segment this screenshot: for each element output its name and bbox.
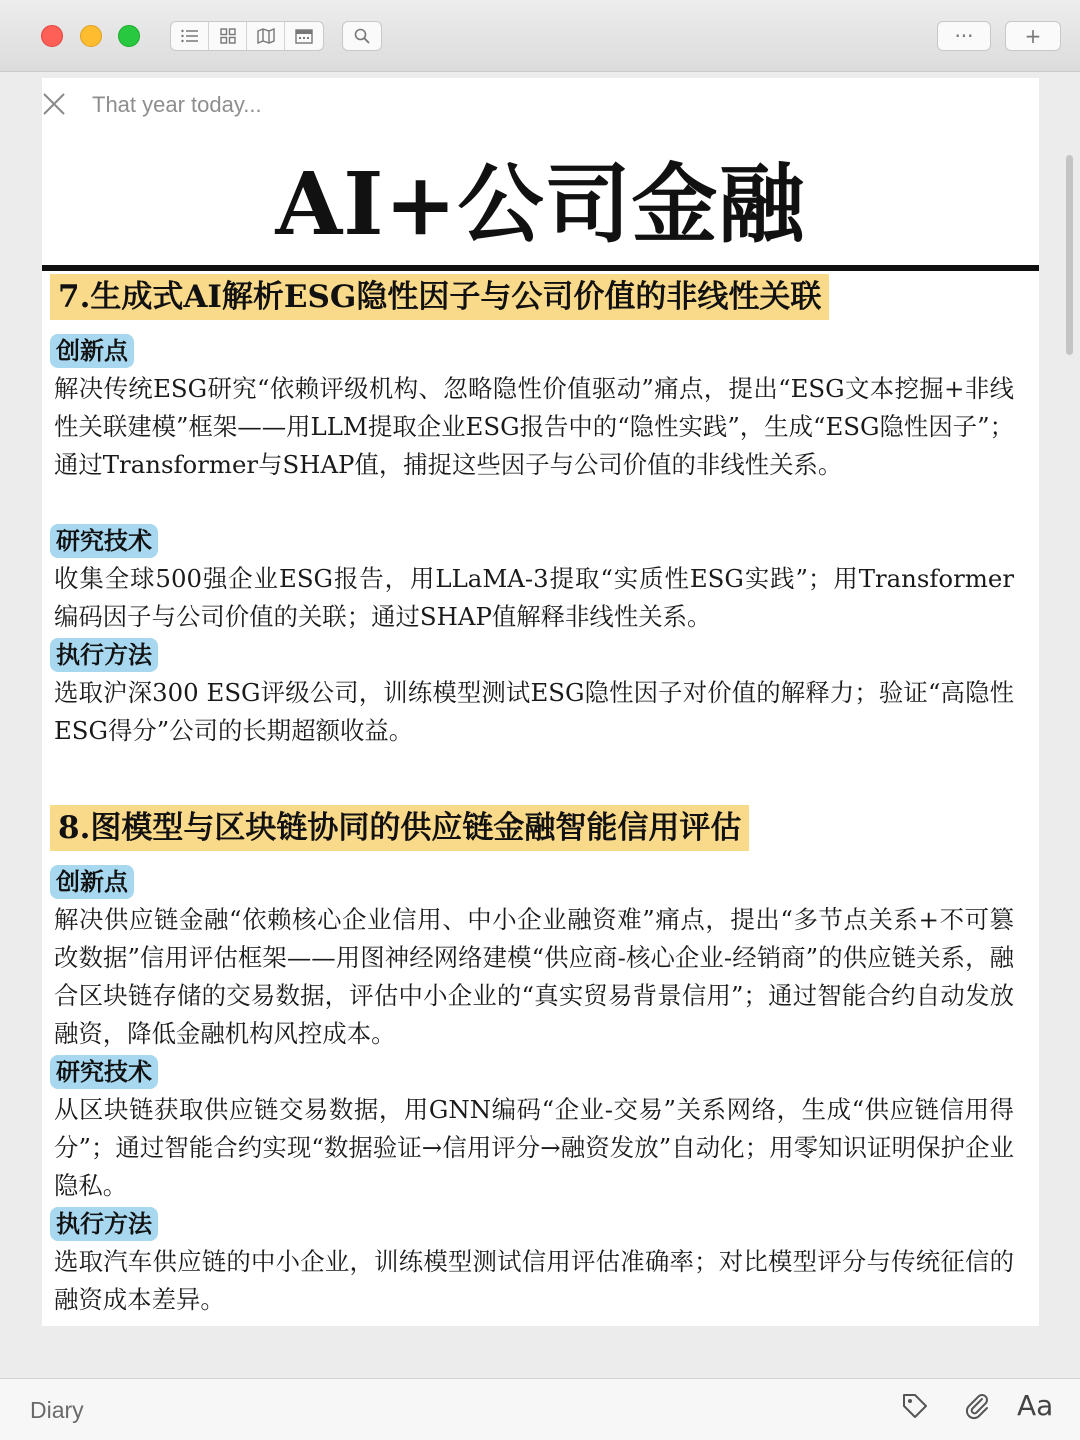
map-view-button[interactable] [247,22,285,50]
innovation-paragraph: 解决传统ESG研究“依赖评级机构、忽略隐性价值驱动”痛点，提出“ESG文本挖掘+非线性关联建模”框架——用LLM提取企业ESG报告中的“隐性实践”，生成“ESG隐性因子”；通过Transformer与SHAP值，捕捉这些因子与公司价值的非线性关系。 [54,374,1014,479]
close-window-button[interactable] [41,25,63,47]
technique-tag: 研究技术 [50,524,158,558]
method-tag: 执行方法 [50,638,158,672]
calendar-icon [295,28,313,44]
tag-button[interactable] [900,1391,930,1421]
zoom-window-button[interactable] [118,25,140,47]
calendar-view-button[interactable] [285,22,323,50]
section-heading: 7.生成式AI解析ESG隐性因子与公司价值的非线性关联 [50,274,829,320]
plus-icon: + [1024,24,1042,48]
close-entry-button[interactable] [42,92,66,116]
window-titlebar [0,0,1080,72]
vertical-scrollbar[interactable] [1066,155,1073,355]
method-paragraph: 选取汽车供应链的中小企业，训练模型测试信用评估准确率；对比模型评分与传统征信的融资成本差异。 [54,1247,1014,1314]
innovation-tag: 创新点 [50,334,134,368]
more-icon: ··· [954,24,974,48]
paperclip-icon [962,1391,992,1421]
search-button[interactable] [342,21,382,51]
minimize-window-button[interactable] [80,25,102,47]
more-button[interactable] [937,21,991,51]
view-mode-segmented-control [170,21,324,51]
list-icon [181,29,199,43]
attach-button[interactable] [962,1391,992,1421]
entry-date-title[interactable]: That year today... [92,92,262,117]
font-settings-button[interactable]: Aa [1017,1389,1054,1422]
section-heading: 8.图模型与区块链协同的供应链金融智能信用评估 [50,805,749,851]
technique-paragraph: 收集全球500强企业ESG报告，用LLaMA-3提取“实质性ESG实践”；用Transformer编码因子与公司价值的关联；通过SHAP值解释非线性关系。 [54,564,1014,631]
bottom-toolbar [0,1378,1080,1440]
technique-paragraph: 从区块链获取供应链交易数据，用GNN编码“企业-交易”关系网络，生成“供应链信用得分”；通过智能合约实现“数据验证→信用评分→融资发放”自动化；用零知识证明保护企业隐私。 [54,1095,1014,1200]
method-tag: 执行方法 [50,1207,158,1241]
title-divider [42,265,1039,271]
close-icon [42,92,66,116]
search-icon [354,28,370,44]
map-icon [257,28,275,44]
tag-icon [900,1391,930,1421]
method-paragraph: 选取沪深300 ESG评级公司，训练模型测试ESG隐性因子对价值的解释力；验证“高隐性ESG得分”公司的长期超额收益。 [54,678,1014,745]
entry-page [42,78,1039,1326]
list-view-button[interactable] [171,22,209,50]
innovation-paragraph: 解决供应链金融“依赖核心企业信用、中小企业融资难”痛点，提出“多节点关系+不可篡改数据”信用评估框架——用图神经网络建模“供应商-核心企业-经销商”的供应链关系，融合区块链存储的交易数据，评估中小企业的“真实贸易背景信用”；通过智能合约自动发放融资，降低金融机构风控成本。 [54,905,1014,1048]
grid-icon [220,28,236,44]
journal-selector[interactable]: Diary [30,1397,84,1423]
technique-tag: 研究技术 [50,1055,158,1089]
add-entry-button[interactable] [1005,21,1061,51]
grid-view-button[interactable] [209,22,247,50]
page-title: AI+公司金融 [275,154,806,255]
innovation-tag: 创新点 [50,865,134,899]
